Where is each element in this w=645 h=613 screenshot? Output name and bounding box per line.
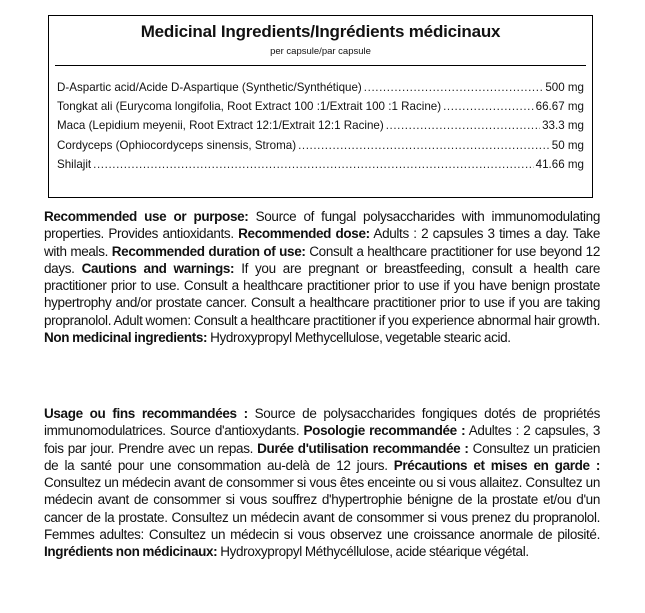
ingredient-amount: 500 mg — [545, 81, 584, 94]
duration-text: Consultez un praticien de la santé pour une consommation au-delà de 12 jours. — [44, 440, 600, 473]
ingredient-name: Shilajit — [57, 157, 92, 171]
use-text: Source of fungal polysaccharides with immunomodulating properties. Provides antioxidants. — [44, 209, 601, 242]
duration-label: Durée d'utilisation recommandée : — [257, 440, 469, 456]
ingredient-row — [57, 78, 584, 97]
leader-dots — [298, 136, 550, 155]
ingredients-title: Medicinal Ingredients/Ingrédients médicinaux — [140, 22, 501, 41]
dose-label: Recommended dose: — [238, 226, 370, 242]
duration-label: Recommended duration of use: — [111, 243, 306, 259]
use-text: Source de polysaccharides fongiques dotés de propriétés immunomodulatrices. Source d'antioxydants. — [44, 406, 600, 439]
ingredient-name: Tongkat ali (Eurycoma longifolia, Root Extract 100 :1/Extrait 100 :1 Racine) — [57, 100, 442, 114]
dose-text: Adultes : 2 capsules, 3 fois par jour. Prendre avec un repas. — [44, 423, 601, 456]
use-label: Usage ou fins recommandées : — [44, 406, 248, 421]
ingredient-row — [57, 97, 584, 116]
dose-text: Adults : 2 capsules 3 times a day. Take with meals. — [44, 226, 600, 259]
cautions-label: Précautions et mises en garde : — [393, 457, 600, 473]
use-label: Recommended use or purpose: — [44, 209, 249, 224]
leader-dots — [93, 155, 534, 174]
ingredient-amount: 33.3 mg — [542, 119, 584, 133]
english-directions-paragraph — [44, 208, 600, 346]
leader-dots — [364, 78, 544, 97]
ingredient-amount: 41.66 mg — [535, 157, 584, 171]
leader-dots — [443, 97, 534, 116]
leader-dots — [386, 116, 540, 135]
french-directions-paragraph — [44, 405, 600, 561]
cautions-label: Cautions and warnings: — [81, 260, 235, 276]
ingredient-row — [57, 136, 584, 155]
ingredients-subtitle: per capsule/par capsule — [270, 46, 371, 57]
ingredient-name: D-Aspartic acid/Acide D-Aspartique (Synthetic/Synthétique) — [57, 81, 362, 94]
ingredient-name: Maca (Lepidium meyenii, Root Extract 12:1/Extrait 12:1 Racine) — [57, 119, 384, 133]
ingredient-row — [57, 155, 584, 174]
nonmed-label: Ingrédients non médicinaux: — [44, 544, 218, 560]
ingredient-name: Cordyceps (Ophiocordyceps sinensis, Stroma) — [57, 138, 297, 152]
cautions-text: If you are pregnant or breastfeeding, consult a health care practitioner prior to use. Consult a healthcare practitioner prior to use if you have benign prostate hypertrophy and/or prostate cancer. Consult a healthcare practitioner prior to use if you are taking propranolol. Adult women: Consult a healthcare practitioner if you experience abnormal hair growth. — [44, 260, 600, 328]
ingredient-amount: 50 mg — [551, 138, 584, 152]
dose-label: Posologie recommandée : — [303, 423, 466, 439]
ingredient-row — [57, 116, 584, 135]
ingredient-amount: 66.67 mg — [535, 100, 584, 114]
medicinal-ingredients-box — [48, 15, 593, 198]
ingredients-list — [57, 78, 584, 174]
cautions-text: Consultez un médecin avant de consommer si vous êtes enceinte ou si vous allaitez. Consultez un médecin avant de consommer si vous souffrez d'hypertrophie bénigne de la prostate et/ou d'un cancer de la prostate. Consultez un médecin avant de consommer si vous prenez du propranolol. Femmes adultes: Consultez un médecin si vous observez une croissance anormale de pilosité. — [44, 475, 600, 543]
nonmed-text: Hydroxypropyl Methycellulose, vegetable stearic acid. — [207, 330, 511, 346]
nonmed-text: Hydroxypropyl Méthycéllulose, acide stéarique végétal. — [217, 544, 529, 560]
duration-text: Consult a healthcare practitioner for use beyond 12 days. — [44, 243, 600, 276]
divider — [55, 65, 586, 66]
nonmed-label: Non medicinal ingredients: — [44, 330, 208, 346]
